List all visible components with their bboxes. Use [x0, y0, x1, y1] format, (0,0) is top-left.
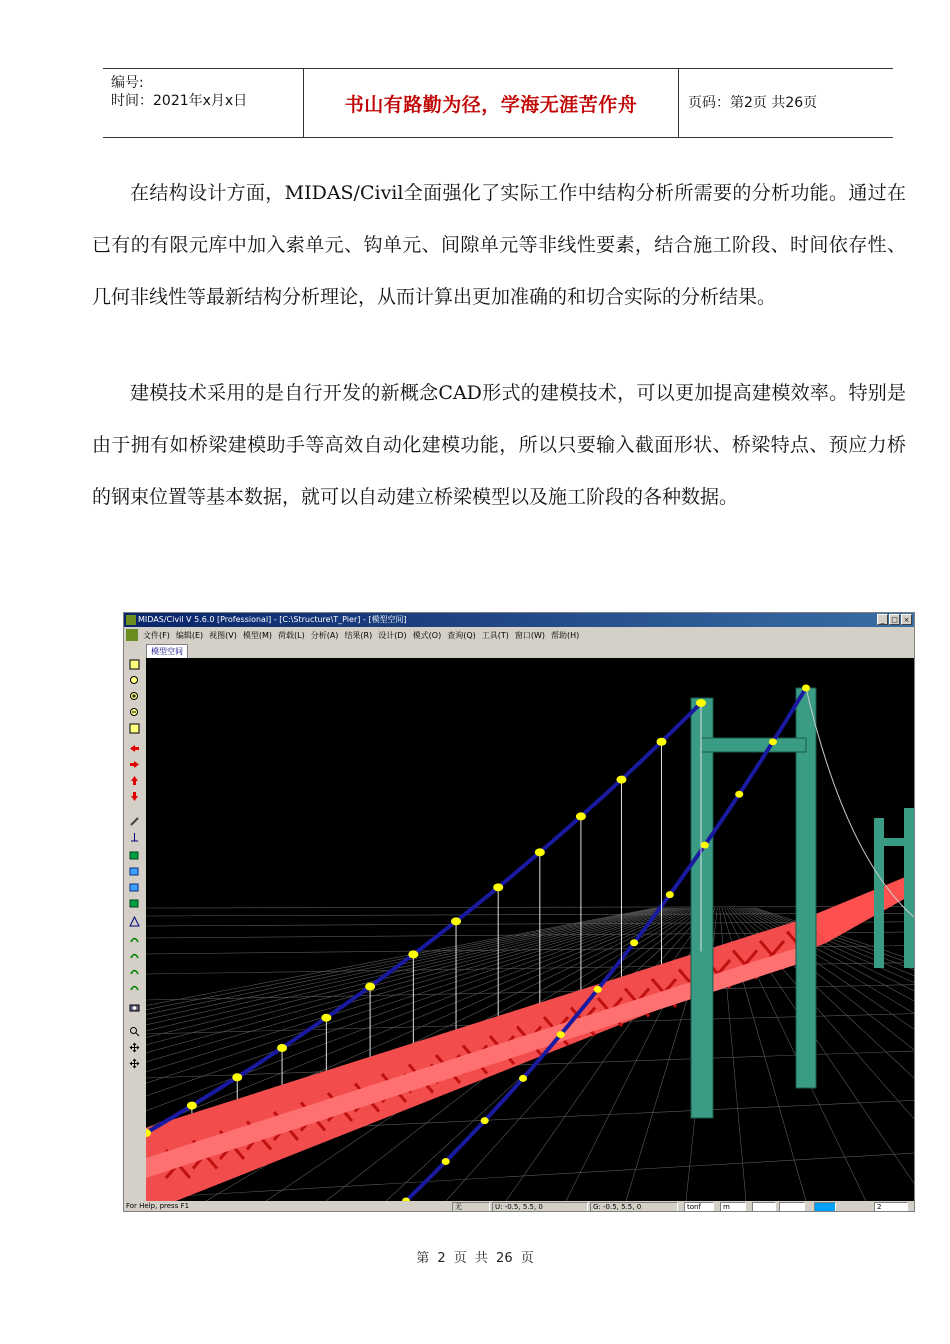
page-header [103, 68, 893, 138]
statusbar [124, 1201, 914, 1212]
zoom-fit-icon[interactable] [129, 659, 140, 670]
menu-window[interactable]: 窗口(W) [514, 631, 546, 640]
rotate-y-icon[interactable] [129, 950, 140, 961]
triangle-icon[interactable] [129, 916, 140, 927]
paragraph-modeling-technique: 建模技术采用的是自行开发的新概念CAD形式的建模技术，可以更加提高建模效率。特别是由于拥有如桥梁建模助手等高效自动化建模功能，所以只要输入截面形状、桥梁特点、预应力桥的钢束位置等基本数据，就可以自动建立桥梁模型以及施工阶段的各种数据。 [92, 382, 906, 508]
view-iso-icon[interactable] [129, 850, 140, 861]
close-icon[interactable]: × [901, 614, 912, 625]
paragraph-structural-design: 在结构设计方面，MIDAS/Civil全面强化了实际工作中结构分析所需要的分析功能。通过在已有的有限元库中加入索单元、钩单元、间隙单元等非线性要素，结合施工阶段、时间依存性、几何非线性等最新结构分析理论，从而计算出更加准确的和切合实际的分析结果。 [92, 182, 906, 308]
menu-help[interactable]: 帮助(H) [551, 631, 580, 640]
menu-mode[interactable]: 模式(O) [412, 631, 442, 640]
tab-model-space[interactable]: 模型空间 [146, 644, 188, 658]
menu-tools[interactable]: 工具(T) [481, 631, 509, 640]
pencil-icon[interactable] [129, 816, 140, 827]
select-icon[interactable] [129, 1026, 140, 1037]
rotate-x-icon[interactable] [129, 934, 140, 945]
window-title: MIDAS/Civil V 5.6.0 [Professional] - [C:\Structure\T_Pier] - [模型空间] [138, 615, 407, 624]
rotate-free-icon[interactable] [129, 982, 140, 993]
zoom-all-icon[interactable] [129, 723, 140, 734]
page-spinner[interactable]: 2 [874, 1202, 908, 1212]
menu-file[interactable]: 文件(F) [143, 631, 170, 640]
axis-icon[interactable] [129, 832, 140, 843]
unit-length-select[interactable]: m [720, 1202, 746, 1212]
pan-up-icon[interactable] [129, 775, 140, 786]
status-precision-select[interactable] [779, 1202, 805, 1212]
move-free-icon[interactable] [129, 1058, 140, 1069]
left-toolbar [124, 644, 145, 1201]
menu-model[interactable]: 模型(M) [242, 631, 273, 640]
view-top-icon[interactable] [129, 882, 140, 893]
menu-query[interactable]: 查询(Q) [447, 631, 476, 640]
window-controls [877, 614, 912, 625]
maximize-icon[interactable]: □ [889, 614, 900, 625]
number-label: 编号: [111, 75, 144, 91]
view-tabs [146, 644, 188, 657]
window-titlebar [124, 613, 914, 627]
zoom-in-icon[interactable] [129, 691, 140, 702]
camera-icon[interactable] [129, 1002, 140, 1013]
header-page-cell [678, 69, 893, 137]
minimize-icon[interactable]: _ [877, 614, 888, 625]
tower-crossbeam [701, 738, 806, 752]
rotate-z-icon[interactable] [129, 966, 140, 977]
menu-results[interactable]: 结果(R) [344, 631, 373, 640]
far-tower-beam [874, 838, 914, 846]
move-icon[interactable] [129, 1042, 140, 1053]
page-footer: 第 2 页 共 26 页 [416, 1251, 534, 1266]
midas-screenshot [123, 612, 915, 1212]
bridge-model [146, 658, 915, 1201]
view-side-icon[interactable] [129, 898, 140, 909]
header-meta-cell [103, 69, 303, 137]
menubar [124, 628, 914, 643]
app-icon [126, 615, 136, 625]
zoom-out-icon[interactable] [129, 707, 140, 718]
status-format-select[interactable] [752, 1202, 776, 1212]
status-g-coord: G: -0.5, 5.5, 0 [590, 1202, 678, 1212]
motto-text: 书山有路勤为径，学海无涯苦作舟 [344, 93, 638, 116]
status-none: 无 [452, 1202, 490, 1212]
document-icon [126, 629, 138, 641]
time-label: 时间：2021年x月x日 [111, 93, 248, 109]
menu-design[interactable]: 设计(D) [378, 631, 407, 640]
unit-force-select[interactable]: tonf [684, 1202, 714, 1212]
status-u-coord: U: -0.5, 5.5, 0 [492, 1202, 588, 1212]
menu-load[interactable]: 荷载(L) [278, 631, 305, 640]
tower-left-leg [691, 698, 713, 1118]
pan-left-icon[interactable] [129, 743, 140, 754]
pan-right-icon[interactable] [129, 759, 140, 770]
zoom-window-icon[interactable] [129, 675, 140, 686]
page-info: 页码：第2页 共26页 [688, 95, 818, 111]
view-front-icon[interactable] [129, 866, 140, 877]
color-indicator[interactable] [814, 1202, 836, 1212]
menu-analysis[interactable]: 分析(A) [310, 631, 339, 640]
status-help: For Help, press F1 [126, 1202, 190, 1210]
pan-down-icon[interactable] [129, 791, 140, 802]
menu-edit[interactable]: 编辑(E) [175, 631, 204, 640]
model-viewport[interactable] [146, 658, 915, 1201]
far-tower-right [904, 808, 914, 968]
menu-view[interactable]: 视图(V) [209, 631, 237, 640]
header-motto-cell [303, 69, 679, 137]
